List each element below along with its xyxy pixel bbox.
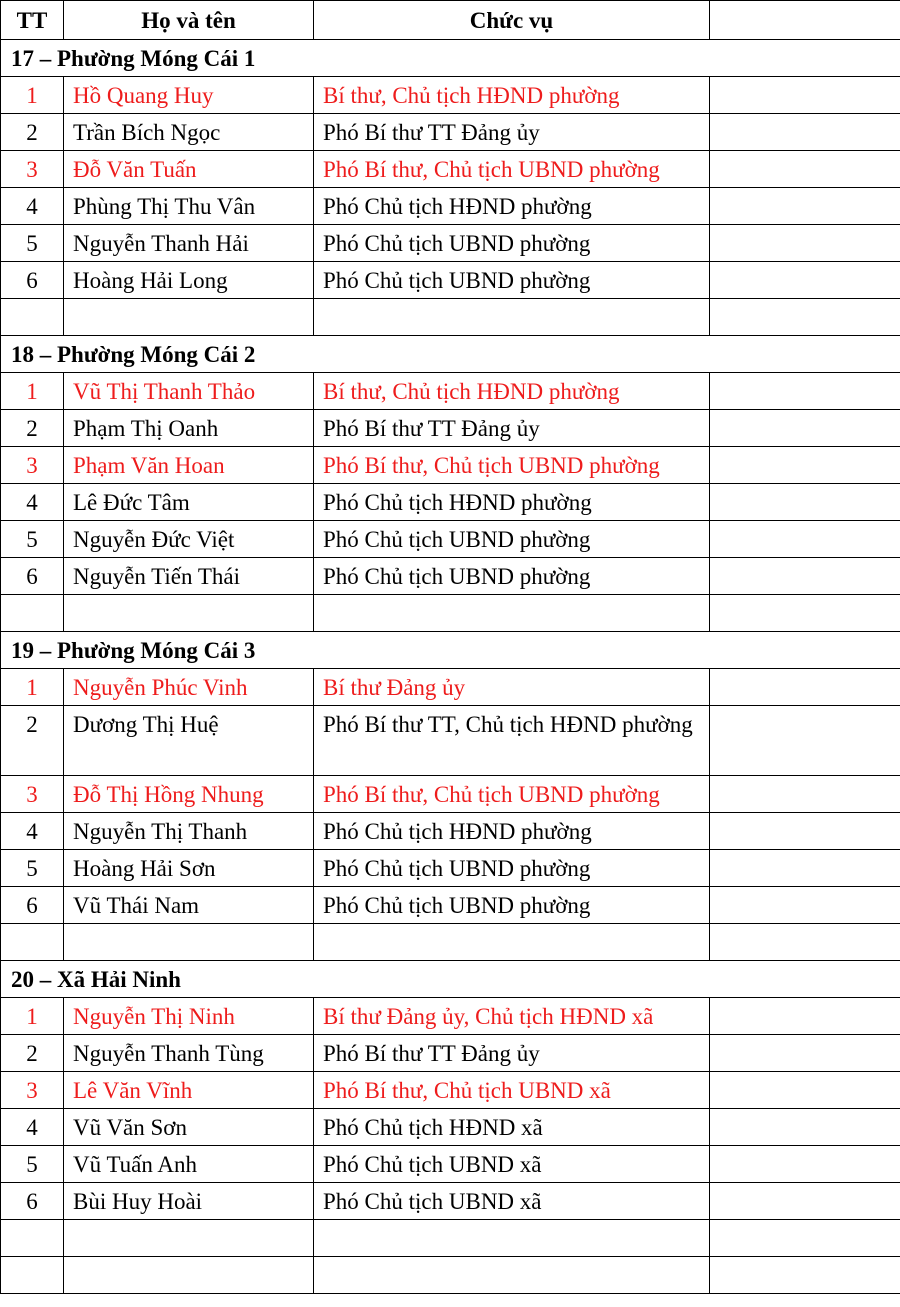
extra-cell	[710, 373, 900, 410]
row-number: 1	[1, 669, 64, 706]
extra-cell	[710, 521, 900, 558]
table-row	[1, 706, 900, 776]
person-name: Phạm Văn Hoan	[64, 447, 314, 484]
row-number: 2	[1, 114, 64, 151]
person-name: Vũ Tuấn Anh	[64, 1146, 314, 1183]
person-position: Bí thư Đảng ủy, Chủ tịch HĐND xã	[314, 998, 710, 1035]
person-position: Phó Chủ tịch UBND xã	[314, 1146, 710, 1183]
empty-cell	[314, 924, 710, 961]
extra-cell	[710, 558, 900, 595]
extra-cell	[710, 887, 900, 924]
table-row	[1, 1109, 900, 1146]
table-row	[1, 998, 900, 1035]
person-position: Phó Chủ tịch UBND phường	[314, 558, 710, 595]
person-name: Nguyễn Thanh Hải	[64, 225, 314, 262]
table-row	[1, 1146, 900, 1183]
section-title: 17 – Phường Móng Cái 1	[1, 40, 900, 77]
person-name: Nguyễn Đức Việt	[64, 521, 314, 558]
table-row	[1, 114, 900, 151]
row-number: 4	[1, 1109, 64, 1146]
person-name: Hoàng Hải Long	[64, 262, 314, 299]
extra-cell	[710, 1109, 900, 1146]
table-row	[1, 151, 900, 188]
person-name: Vũ Thị Thanh Thảo	[64, 373, 314, 410]
extra-cell	[710, 262, 900, 299]
row-number: 2	[1, 1035, 64, 1072]
empty-row	[1, 1220, 900, 1257]
person-position: Phó Chủ tịch UBND phường	[314, 887, 710, 924]
person-name: Nguyễn Thị Ninh	[64, 998, 314, 1035]
table-row	[1, 410, 900, 447]
table-row	[1, 813, 900, 850]
row-number: 2	[1, 410, 64, 447]
person-position: Bí thư Đảng ủy	[314, 669, 710, 706]
extra-cell	[710, 998, 900, 1035]
row-number: 5	[1, 225, 64, 262]
extra-cell	[710, 1183, 900, 1220]
empty-cell	[710, 1257, 900, 1294]
empty-cell	[314, 595, 710, 632]
row-number: 1	[1, 373, 64, 410]
row-number: 5	[1, 850, 64, 887]
person-position: Phó Bí thư TT Đảng ủy	[314, 410, 710, 447]
table-row	[1, 77, 900, 114]
table-row	[1, 1035, 900, 1072]
row-number: 4	[1, 484, 64, 521]
extra-cell	[710, 114, 900, 151]
person-name: Nguyễn Thị Thanh	[64, 813, 314, 850]
header-name: Họ và tên	[64, 1, 314, 40]
row-number: 3	[1, 151, 64, 188]
person-position: Phó Chủ tịch UBND phường	[314, 262, 710, 299]
person-position: Phó Bí thư TT Đảng ủy	[314, 1035, 710, 1072]
person-position: Phó Chủ tịch UBND phường	[314, 850, 710, 887]
person-position: Phó Chủ tịch HĐND xã	[314, 1109, 710, 1146]
row-number: 4	[1, 188, 64, 225]
person-position: Phó Bí thư TT, Chủ tịch HĐND phường	[314, 706, 710, 776]
empty-cell	[314, 1220, 710, 1257]
empty-row	[1, 595, 900, 632]
empty-cell	[1, 299, 64, 336]
table-row	[1, 262, 900, 299]
extra-cell	[710, 225, 900, 262]
table-row	[1, 776, 900, 813]
table-row	[1, 850, 900, 887]
row-number: 6	[1, 887, 64, 924]
person-name: Trần Bích Ngọc	[64, 114, 314, 151]
header-row	[1, 1, 900, 40]
header-tt: TT	[1, 1, 64, 40]
row-number: 6	[1, 558, 64, 595]
person-name: Hồ Quang Huy	[64, 77, 314, 114]
table-row	[1, 373, 900, 410]
section-title: 19 – Phường Móng Cái 3	[1, 632, 900, 669]
person-name: Nguyễn Thanh Tùng	[64, 1035, 314, 1072]
row-number: 6	[1, 1183, 64, 1220]
person-position: Phó Bí thư, Chủ tịch UBND xã	[314, 1072, 710, 1109]
person-name: Lê Văn Vĩnh	[64, 1072, 314, 1109]
table-row	[1, 484, 900, 521]
empty-cell	[710, 1220, 900, 1257]
person-position: Phó Bí thư, Chủ tịch UBND phường	[314, 151, 710, 188]
extra-cell	[710, 813, 900, 850]
row-number: 4	[1, 813, 64, 850]
empty-row	[1, 1257, 900, 1294]
person-position: Bí thư, Chủ tịch HĐND phường	[314, 77, 710, 114]
person-position: Phó Chủ tịch HĐND phường	[314, 484, 710, 521]
section-header-row	[1, 336, 900, 373]
empty-cell	[710, 299, 900, 336]
table-row	[1, 669, 900, 706]
row-number: 3	[1, 1072, 64, 1109]
extra-cell	[710, 669, 900, 706]
extra-cell	[710, 1035, 900, 1072]
table-row	[1, 1183, 900, 1220]
table-row	[1, 521, 900, 558]
person-name: Hoàng Hải Sơn	[64, 850, 314, 887]
extra-cell	[710, 776, 900, 813]
person-name: Đỗ Thị Hồng Nhung	[64, 776, 314, 813]
section-title: 18 – Phường Móng Cái 2	[1, 336, 900, 373]
person-name: Nguyễn Phúc Vinh	[64, 669, 314, 706]
person-position: Phó Bí thư, Chủ tịch UBND phường	[314, 776, 710, 813]
row-number: 3	[1, 447, 64, 484]
row-number: 1	[1, 998, 64, 1035]
extra-cell	[710, 151, 900, 188]
empty-row	[1, 924, 900, 961]
empty-cell	[64, 299, 314, 336]
person-name: Phùng Thị Thu Vân	[64, 188, 314, 225]
row-number: 6	[1, 262, 64, 299]
empty-cell	[1, 1257, 64, 1294]
header-position: Chức vụ	[314, 1, 710, 40]
person-position: Phó Chủ tịch UBND xã	[314, 1183, 710, 1220]
table-body	[1, 40, 900, 1294]
extra-cell	[710, 484, 900, 521]
empty-cell	[314, 1257, 710, 1294]
table-row	[1, 225, 900, 262]
person-position: Phó Chủ tịch HĐND phường	[314, 188, 710, 225]
section-header-row	[1, 632, 900, 669]
person-position: Phó Bí thư, Chủ tịch UBND phường	[314, 447, 710, 484]
extra-cell	[710, 1146, 900, 1183]
person-position: Phó Chủ tịch UBND phường	[314, 225, 710, 262]
row-number: 5	[1, 521, 64, 558]
extra-cell	[710, 706, 900, 776]
empty-cell	[64, 1257, 314, 1294]
extra-cell	[710, 77, 900, 114]
person-name: Phạm Thị Oanh	[64, 410, 314, 447]
section-title: 20 – Xã Hải Ninh	[1, 961, 900, 998]
person-position: Phó Chủ tịch HĐND phường	[314, 813, 710, 850]
extra-cell	[710, 850, 900, 887]
empty-cell	[710, 924, 900, 961]
row-number: 2	[1, 706, 64, 776]
empty-cell	[1, 1220, 64, 1257]
row-number: 3	[1, 776, 64, 813]
row-number: 1	[1, 77, 64, 114]
person-position: Phó Chủ tịch UBND phường	[314, 521, 710, 558]
person-name: Vũ Văn Sơn	[64, 1109, 314, 1146]
person-name: Nguyễn Tiến Thái	[64, 558, 314, 595]
person-name: Đỗ Văn Tuấn	[64, 151, 314, 188]
person-name: Dương Thị Huệ	[64, 706, 314, 776]
row-number: 5	[1, 1146, 64, 1183]
empty-cell	[64, 1220, 314, 1257]
empty-cell	[1, 595, 64, 632]
table-row	[1, 188, 900, 225]
person-name: Vũ Thái Nam	[64, 887, 314, 924]
section-header-row	[1, 40, 900, 77]
empty-cell	[64, 924, 314, 961]
empty-cell	[1, 924, 64, 961]
person-name: Lê Đức Tâm	[64, 484, 314, 521]
empty-cell	[710, 595, 900, 632]
empty-cell	[314, 299, 710, 336]
person-position: Bí thư, Chủ tịch HĐND phường	[314, 373, 710, 410]
empty-row	[1, 299, 900, 336]
person-name: Bùi Huy Hoài	[64, 1183, 314, 1220]
table-row	[1, 887, 900, 924]
header-extra	[710, 1, 900, 40]
extra-cell	[710, 447, 900, 484]
table-row	[1, 558, 900, 595]
extra-cell	[710, 1072, 900, 1109]
empty-cell	[64, 595, 314, 632]
extra-cell	[710, 188, 900, 225]
extra-cell	[710, 410, 900, 447]
table-row	[1, 1072, 900, 1109]
section-header-row	[1, 961, 900, 998]
table-row	[1, 447, 900, 484]
person-position: Phó Bí thư TT Đảng ủy	[314, 114, 710, 151]
